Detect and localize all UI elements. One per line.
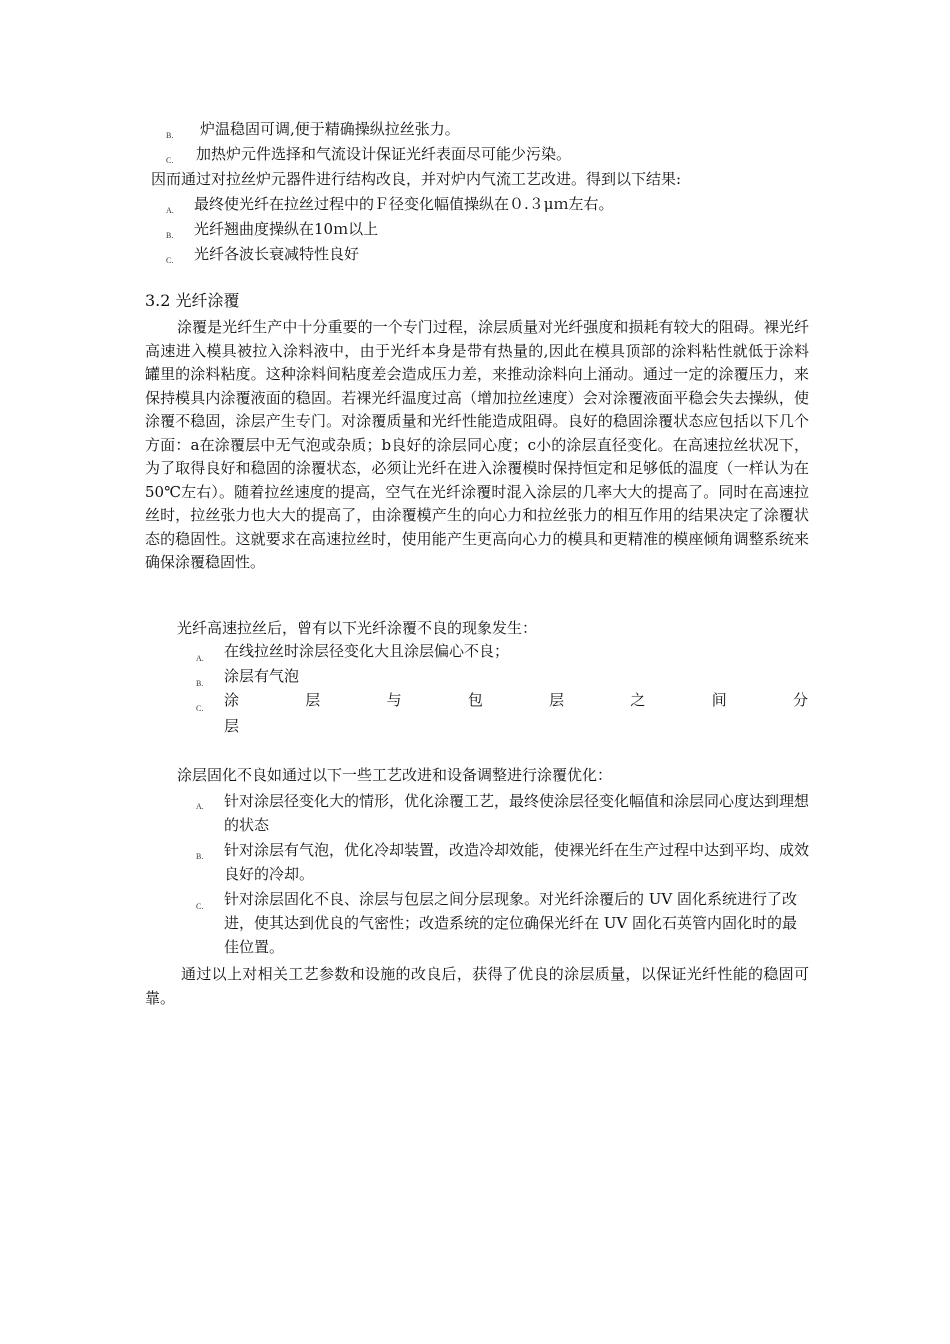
spread-char: 包 bbox=[467, 691, 483, 709]
list-item: 加热炉元件选择和气流设计保证光纤表面尽可能少污染。 bbox=[196, 145, 572, 163]
list-marker: C. bbox=[166, 256, 174, 265]
spread-char: 涂 bbox=[224, 691, 240, 709]
fixes-intro: 涂层固化不良如通过以下一些工艺改进和设备调整进行涂覆优化： bbox=[177, 766, 613, 784]
problems-intro: 光纤高速拉丝后，曾有以下光纤涂覆不良的现象发生： bbox=[177, 619, 538, 637]
spread-char: 分 bbox=[792, 691, 808, 709]
spread-char: 间 bbox=[711, 691, 727, 709]
spread-char: 与 bbox=[386, 691, 402, 709]
list-item-spread bbox=[224, 690, 808, 710]
list-marker: B. bbox=[196, 852, 204, 861]
list-item: 针对涂层有气泡，优化冷却装置，改造冷却效能，使裸光纤在生产过程中达到平均、成效良好的冷却。 bbox=[224, 841, 810, 883]
list-item: 针对涂层固化不良、涂层与包层之间分层现象。对光纤涂覆后的 UV 固化系统进行了改进，使其达到优良的气密性；改造系统的定位确保光纤在 UV 固化石英管内固化时的最佳位置。 bbox=[224, 890, 798, 956]
list-marker: C. bbox=[196, 902, 204, 911]
list-item: 炉温稳固可调,便于精确操纵拉丝张力。 bbox=[200, 120, 460, 138]
spread-tail: 层 bbox=[224, 717, 240, 735]
spread-char: 层 bbox=[549, 691, 565, 709]
list-marker: B. bbox=[166, 131, 174, 140]
spread-char: 层 bbox=[305, 691, 321, 709]
list-marker: C. bbox=[196, 704, 204, 713]
list-item: 光纤各波长衰减特性良好 bbox=[194, 245, 360, 263]
list-marker: C. bbox=[166, 156, 174, 165]
list-item: 针对涂层径变化大的情形，优化涂覆工艺，最终使涂层径变化幅值和涂层同心度达到理想的状态 bbox=[224, 792, 810, 834]
list-marker: A. bbox=[196, 654, 204, 663]
intro-sentence: 因而通过对拉丝炉元器件进行结构改良，并对炉内气流工艺改进。得到以下结果: bbox=[151, 170, 682, 188]
spread-char: 之 bbox=[630, 691, 646, 709]
list-item: 涂层有气泡 bbox=[224, 667, 300, 685]
conclusion-paragraph: 通过以上对相关工艺参数和设施的改良后，获得了优良的涂层质量，以保证光纤性能的稳固可靠。 bbox=[145, 965, 809, 1007]
list-marker: A. bbox=[196, 802, 204, 811]
list-item: 最终使光纤在拉丝过程中的Ｆ径变化幅值操纵在０.３μｍ左右。 bbox=[194, 195, 614, 213]
section-heading: 3.2 光纤涂覆 bbox=[145, 291, 240, 310]
list-item: 光纤翘曲度操纵在10ｍ以上 bbox=[194, 220, 379, 238]
list-item: 在线拉丝时涂层径变化大且涂层偏心不良； bbox=[224, 642, 510, 660]
list-marker: B. bbox=[166, 231, 174, 240]
body-paragraph: 涂覆是光纤生产中十分重要的一个专门过程，涂层质量对光纤强度和损耗有较大的阻碍。裸光纤高速进入模具被拉入涂料液中，由于光纤本身是带有热量的,因此在模具顶部的涂料粘性就低于涂料罐里的涂料粘度。这种涂料间粘度差会造成压力差，来推动涂料向上涌动。通过一定的涂覆压力，来保持模具内涂覆液面的稳固。若裸光纤温度过高（增加拉丝速度）会对涂覆液面平稳会失去操纵，使涂覆不稳固，涂层产生专门。对涂覆质量和光纤性能造成阻碍。良好的稳固涂覆状态应包括以下几个方面：a在涂覆层中无气泡或杂质；b良好的涂层同心度；c小的涂层直径变化。在高速拉丝状况下，为了取得良好和稳固的涂覆状态，必须让光纤在进入涂覆模时保持恒定和足够低的温度（一样认为在 50℃左右）。随着拉丝速度的提高，空气在光纤涂覆时混入涂层的几率大大的提高了。同时在高速拉丝时，拉丝张力也大大的提高了，由涂覆模产生的向心力和拉丝张力的相互作用的结果决定了涂覆状态的稳固性。这就要求在高速拉丝时，使用能产生更高向心力的模具和更精准的模座倾角调整系统来确保涂覆稳固性。 bbox=[145, 318, 809, 571]
list-marker: B. bbox=[196, 679, 204, 688]
list-marker: A. bbox=[166, 206, 174, 215]
